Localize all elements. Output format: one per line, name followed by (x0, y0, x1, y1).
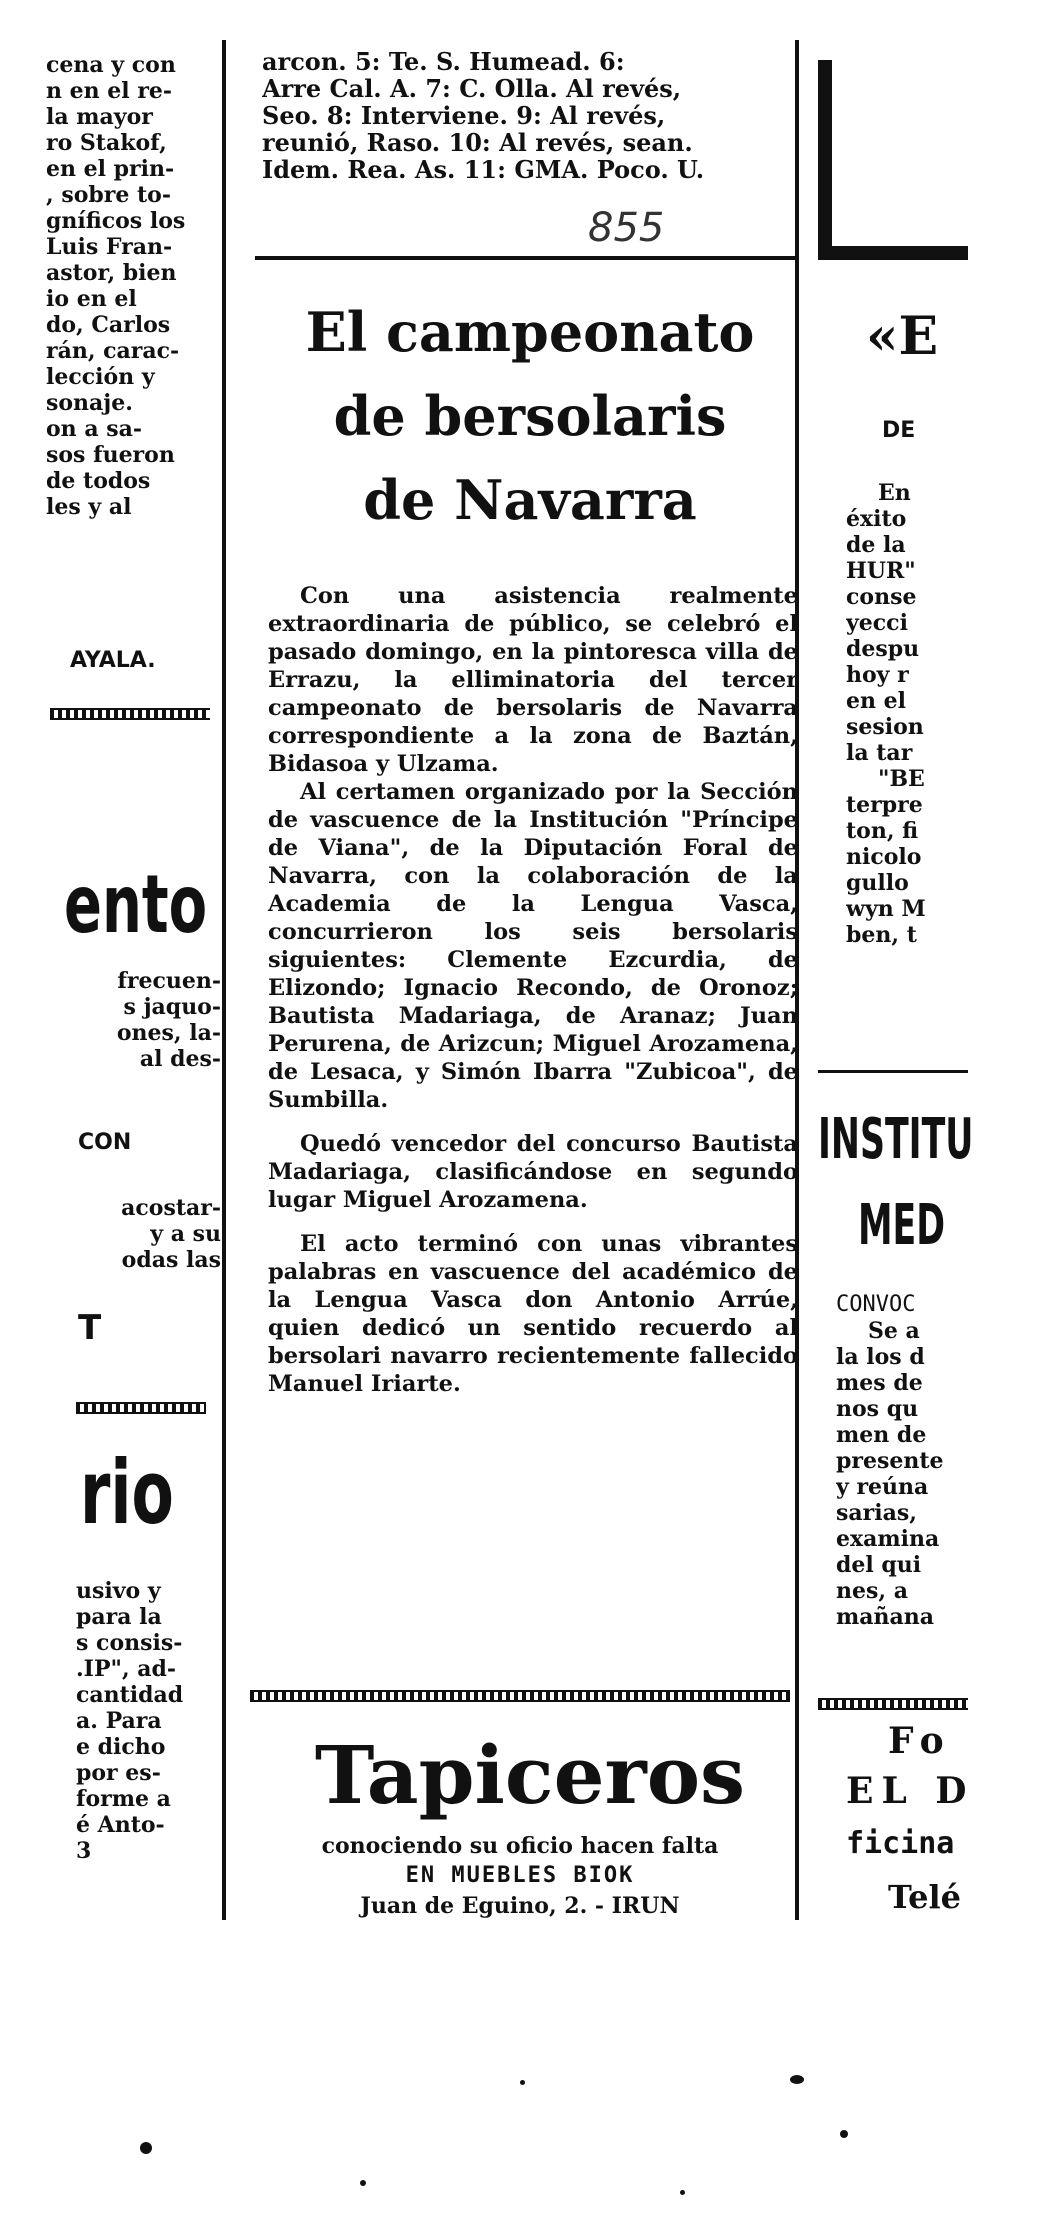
left-column-block-1 (46, 52, 221, 532)
headline-line: de Navarra (363, 468, 697, 532)
left-column-line: forme a (76, 1786, 171, 1812)
left-column-line: la mayor (46, 104, 153, 130)
right-column-line: mañana (836, 1604, 935, 1630)
right-column-block-1 (846, 480, 966, 960)
left-column-block-4 (76, 1578, 221, 1918)
right-column-heading-5: EL D (846, 1770, 975, 1812)
left-column-heading-2: rio (80, 1441, 174, 1544)
ad-line-3: Juan de Eguino, 2. - IRUN (360, 1893, 680, 1919)
left-column-line: do, Carlos (46, 312, 171, 338)
left-column-line: astor, bien (46, 260, 177, 286)
right-column-line: éxito (846, 506, 907, 532)
right-column-line: hoy r (846, 662, 909, 688)
right-column-line-1: ficina (846, 1826, 955, 1861)
ad-separator (250, 1690, 790, 1702)
left-column-line: usivo y (76, 1578, 161, 1604)
right-column-line: ben, t (846, 922, 917, 948)
scan-speck (680, 2190, 685, 2195)
handwritten-page-number: 855 (588, 205, 665, 251)
left-column-heading-1: ento (64, 858, 208, 951)
right-column-line: despu (846, 636, 920, 662)
right-column-line: ton, fi (846, 818, 919, 844)
scan-speck (790, 2075, 804, 2084)
left-column-line: e dicho (76, 1734, 166, 1760)
left-column-line: al des- (139, 1046, 221, 1072)
left-column-signature: AYALA. (70, 648, 156, 673)
left-column-line: a. Para (76, 1708, 162, 1734)
right-column-line: mes de (836, 1370, 923, 1396)
right-column-line: gullo (846, 870, 909, 896)
left-column-line: en el prin- (46, 156, 175, 182)
top-snippet-line: reunió, Raso. 10: Al revés, sean. (262, 128, 693, 157)
right-column-line: HUR" (846, 558, 916, 584)
left-column-line: y a su (150, 1221, 221, 1247)
scan-speck (360, 2180, 366, 2186)
scan-speck (140, 2142, 152, 2154)
right-column-separator-2 (818, 1698, 968, 1710)
top-snippet-line: arcon. 5: Te. S. Humead. 6: (262, 48, 625, 76)
left-column-line: 3 (76, 1838, 92, 1864)
right-column-line: del qui (836, 1552, 922, 1578)
left-column-line: ones, la- (116, 1020, 221, 1046)
right-column-box-edge (818, 60, 832, 260)
right-column-line: men de (836, 1422, 927, 1448)
top-snippet-line: Arre Cal. A. 7: C. Olla. Al revés, (262, 74, 682, 103)
right-column-line: yecci (846, 610, 908, 636)
right-column-heading-2: INSTITU (818, 1107, 974, 1172)
right-column-line-2: Telé (888, 1878, 962, 1916)
right-column-line: de la (846, 532, 906, 558)
article-paragraph: Al certamen organizado por la Sección de vascuence de la Institución "Príncipe de Viana", de la Diputación Foral de Navarra, con la colaboración de la Academia de la Lengua Vasca, concurrieron los seis bersolaris siguientes: Clemente Ezcurdia, de Elizondo; Ignacio Recondo, de Oronoz; Bautista Madariaga, de Aranaz; Juan Perurena, de Arizcun; Miguel Arozamena, de Lesaca, y Simón Ibarra "Zubicoa", de Sumbilla. (268, 779, 798, 1113)
right-column-subhead: DE (882, 418, 916, 443)
scan-speck (840, 2130, 848, 2138)
left-column-line: Luis Fran- (46, 234, 173, 260)
left-column-line: por es- (76, 1760, 161, 1786)
right-column-line: la tar (846, 740, 913, 766)
right-column-line: examina (836, 1526, 940, 1552)
right-column-line: En (878, 480, 911, 506)
left-column-con: CON (78, 1130, 132, 1155)
right-column-line: CONVOC (836, 1292, 916, 1317)
scan-speck (520, 2080, 525, 2085)
right-column-line: terpre (846, 792, 923, 818)
article-paragraph: Con una asistencia realmente extraordinaria de público, se celebró el pasado domingo, en la pintoresca villa de Errazu, la elliminatoria del tercer campeonato de bersolaris de Navarra correspondiente a la zona de Baztán, Bidasoa y Ulzama. (268, 583, 798, 777)
right-column-line: sarias, (836, 1500, 917, 1526)
headline-line: El campeonato (305, 300, 755, 364)
right-column-heading-4: Fo (888, 1720, 952, 1762)
left-column-line: gníficos los (46, 208, 186, 234)
right-column-line: conse (846, 584, 917, 610)
right-column-box-bottom (818, 246, 968, 260)
left-column-block-3 (76, 1195, 221, 1279)
ad-line-1: conociendo su oficio hacen falta (321, 1833, 719, 1859)
left-column-line: frecuen- (117, 968, 221, 994)
right-column-line: wyn M (846, 896, 926, 922)
right-column-line: la los d (836, 1344, 925, 1370)
left-column-line: sos fueron (46, 442, 175, 468)
right-column-line: Se a (868, 1318, 920, 1344)
right-column-line: "BE (878, 766, 925, 792)
left-column-line: cantidad (76, 1682, 184, 1708)
right-column-line: sesion (846, 714, 924, 740)
right-column-line: y reúna (836, 1474, 929, 1500)
left-column-line: on a sa- (46, 416, 143, 442)
right-column-heading-3: MED (858, 1193, 946, 1258)
right-column-line: nes, a (836, 1578, 908, 1604)
left-column-line: , sobre to- (46, 182, 171, 208)
left-column-line: io en el (46, 286, 137, 312)
left-column-line: n en el re- (46, 78, 173, 104)
left-column-block-2 (76, 968, 221, 1078)
right-column-block-2 (836, 1292, 966, 1632)
left-column-separator-2 (76, 1402, 206, 1414)
left-column-line: sonaje. (46, 390, 133, 416)
article-headline (250, 290, 810, 542)
left-column-line: odas las (121, 1247, 221, 1273)
column-rule-left (222, 40, 226, 1920)
right-column-line: nicolo (846, 844, 922, 870)
headline-line: de bersolaris (333, 384, 727, 448)
left-column-letter-t: T (78, 1308, 102, 1348)
left-column-line: de todos (46, 468, 151, 494)
left-column-line: .IP", ad- (76, 1656, 177, 1682)
left-column-line: para la (76, 1604, 162, 1630)
right-column-line: en el (846, 688, 907, 714)
left-column-line: é Anto- (76, 1812, 165, 1838)
top-separator-rule (255, 256, 795, 260)
left-column-line: les y al (46, 494, 132, 520)
left-column-line: ro Stakof, (46, 130, 167, 156)
right-column-line: nos qu (836, 1396, 919, 1422)
left-column-line: acostar- (121, 1195, 221, 1221)
article-paragraph: Quedó vencedor del concurso Bautista Madariaga, clasificándose en segundo lugar Miguel Arozamena. (268, 1131, 798, 1213)
article-body (268, 582, 798, 1398)
ad-line-2: EN MUEBLES BIOK (405, 1863, 635, 1888)
article-paragraph: El acto terminó con unas vibrantes palabras en vascuence del académico de la Lengua Vasca don Antonio Arrúe, quien dedicó un sentido recuerdo al bersolari navarro recientemente fallecido Manuel Iriarte. (268, 1231, 798, 1397)
left-column-line: cena y con (46, 52, 176, 78)
top-snippet (262, 48, 802, 218)
left-column-separator (50, 708, 210, 720)
right-column-line: presente (836, 1448, 944, 1474)
top-snippet-line: Seo. 8: Interviene. 9: Al revés, (262, 101, 666, 130)
right-column-heading: «E (866, 306, 939, 367)
right-column-separator (818, 1070, 968, 1073)
left-column-line: lección y (46, 364, 155, 390)
left-column-line: s consis- (76, 1630, 183, 1656)
left-column-line: rán, carac- (46, 338, 180, 364)
ad-title: Tapiceros (314, 1728, 746, 1822)
left-column-line: s jaquo- (123, 994, 221, 1020)
top-snippet-line: Idem. Rea. As. 11: GMA. Poco. U. (262, 155, 705, 184)
